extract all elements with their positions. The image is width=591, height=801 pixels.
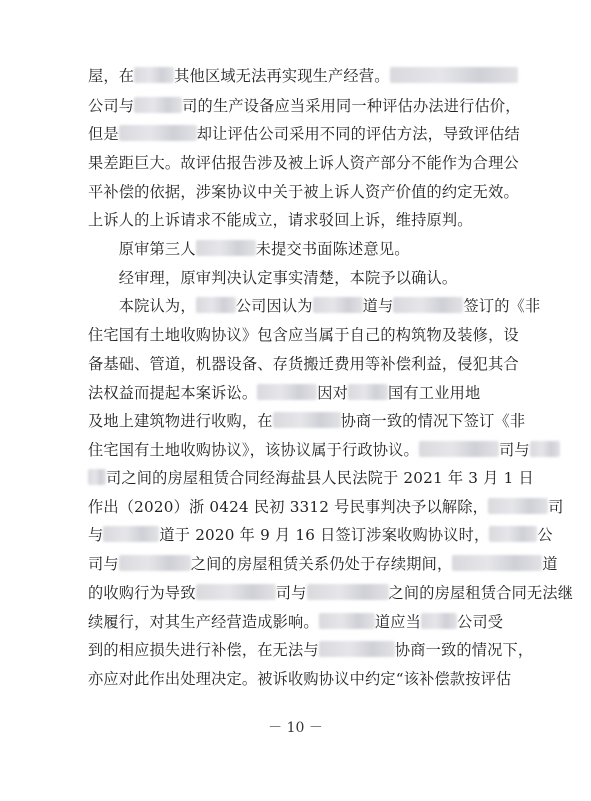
text-segment: 未提交书面陈述意见。 bbox=[255, 240, 410, 258]
text-segment: 公司受 bbox=[456, 613, 504, 631]
redacted-text bbox=[452, 555, 542, 571]
text-line bbox=[88, 554, 558, 574]
text-line bbox=[88, 210, 558, 230]
redacted-text bbox=[307, 584, 389, 600]
text-segment: 住宅国有土地收购协议》包含应当属于自己的构筑物及装修，设 bbox=[88, 326, 519, 344]
text-line bbox=[88, 612, 558, 632]
text-line bbox=[88, 96, 558, 116]
text-segment: 原审第三人 bbox=[88, 240, 196, 258]
text-line bbox=[88, 182, 558, 202]
text-segment: 上诉人的上诉请求不能成立，请求驳回上诉，维持原判。 bbox=[88, 211, 473, 229]
redacted-text bbox=[88, 469, 106, 485]
text-segment: 之间的房屋租赁关系仍处于存续期间， bbox=[190, 555, 453, 573]
text-segment: 其他区域无法再实现生产经营。 bbox=[174, 67, 390, 85]
text-segment: 屋，在 bbox=[88, 67, 135, 85]
text-segment: 道与 bbox=[362, 297, 394, 315]
text-segment: 经审理，原审判决认定事实清楚，本院予以确认。 bbox=[88, 269, 458, 287]
redacted-text bbox=[273, 412, 341, 428]
redacted-text bbox=[390, 67, 518, 83]
redacted-text bbox=[421, 613, 457, 629]
text-segment: 续履行，对其生产经营造成影响。 bbox=[88, 613, 319, 631]
text-segment: 道 bbox=[542, 555, 558, 573]
redacted-text bbox=[257, 384, 317, 400]
redacted-text bbox=[119, 555, 191, 571]
text-line bbox=[88, 468, 558, 488]
text-segment: 备基础、管道，机器设备、存货搬迁费用等补偿利益，侵犯其合 bbox=[88, 355, 519, 373]
page-number: － 10 － bbox=[268, 720, 323, 736]
text-segment: 协商一致的情况下， bbox=[394, 641, 534, 659]
text-segment: 公司因认为 bbox=[235, 297, 313, 315]
text-segment: 司与 bbox=[498, 441, 530, 459]
text-line bbox=[88, 669, 558, 689]
text-line bbox=[88, 354, 558, 374]
redacted-text bbox=[134, 67, 174, 83]
text-line bbox=[88, 640, 558, 660]
text-segment: 却让评估公司采用不同的评估方法，导致评估结 bbox=[196, 125, 520, 143]
text-segment: 签订的《非 bbox=[463, 297, 541, 315]
text-line bbox=[88, 325, 558, 345]
text-segment: 法权益而提起本案诉讼。 bbox=[88, 384, 258, 402]
text-segment: 道应当 bbox=[374, 613, 421, 631]
redacted-text bbox=[134, 97, 182, 113]
redacted-text bbox=[119, 125, 197, 141]
text-line bbox=[88, 124, 558, 144]
text-segment: 国有工业用地 bbox=[388, 384, 481, 402]
text-line bbox=[88, 239, 558, 259]
text-segment: 的收购行为导致 bbox=[88, 584, 196, 602]
text-segment: 作出（2020）浙 0424 民初 3312 号民事判决予以解除， bbox=[88, 498, 489, 516]
text-segment: 司 bbox=[548, 498, 564, 516]
text-segment: 到的相应损失进行补偿，在无法与 bbox=[88, 641, 319, 659]
redacted-text bbox=[103, 526, 159, 542]
redacted-text bbox=[530, 441, 560, 457]
text-line bbox=[88, 153, 558, 173]
text-line bbox=[88, 440, 558, 460]
redacted-text bbox=[419, 441, 499, 457]
text-segment: 道于 2020 年 9 月 16 日签订涉案收购协议时， bbox=[159, 526, 490, 544]
text-segment: 协商一致的情况下签订《非 bbox=[340, 412, 526, 430]
text-segment: 公 bbox=[537, 526, 553, 544]
text-segment: 果差距巨大。故评估报告涉及被上诉人资产部分不能作为合理公 bbox=[88, 154, 519, 172]
text-line bbox=[88, 268, 558, 288]
redacted-text bbox=[313, 297, 363, 313]
redacted-text bbox=[196, 584, 276, 600]
redacted-text bbox=[488, 498, 548, 514]
text-segment: 本院认为， bbox=[88, 297, 196, 315]
text-segment: 及地上建筑物进行收购，在 bbox=[88, 412, 273, 430]
text-segment: 司与 bbox=[88, 555, 119, 573]
text-line bbox=[88, 497, 564, 517]
text-segment: 平补偿的依据，涉案协议中关于被上诉人资产价值的约定无效。 bbox=[88, 183, 519, 201]
text-segment: 司的生产设备应当采用同一种评估办法进行估价， bbox=[182, 97, 521, 115]
text-line bbox=[88, 296, 558, 316]
text-segment: 亦应对此作出处理决定。被诉收购协议中约定“该补偿款按评估 bbox=[88, 670, 512, 688]
redacted-text bbox=[196, 240, 256, 256]
redacted-text bbox=[393, 297, 463, 313]
text-segment: 之间的房屋租赁合同无法继 bbox=[388, 584, 574, 602]
text-segment: 司之间的房屋租赁合同经海盐县人民法院于 2021 年 3 月 1 日 bbox=[106, 469, 534, 487]
text-line bbox=[88, 583, 574, 603]
redacted-text bbox=[319, 641, 395, 657]
text-segment: 因对 bbox=[317, 384, 349, 402]
redacted-text bbox=[319, 613, 375, 629]
text-line bbox=[88, 66, 558, 86]
text-segment: 住宅国有土地收购协议》，该协议属于行政协议。 bbox=[88, 441, 419, 459]
text-segment: 公司与 bbox=[88, 97, 135, 115]
text-line bbox=[88, 383, 558, 403]
redacted-text bbox=[489, 526, 537, 542]
redacted-text bbox=[196, 297, 236, 313]
text-line bbox=[88, 411, 558, 431]
redacted-text bbox=[348, 384, 388, 400]
text-segment: 司与 bbox=[275, 584, 307, 602]
text-line bbox=[88, 525, 558, 545]
text-segment: 与 bbox=[88, 526, 104, 544]
text-segment: 但是 bbox=[88, 125, 119, 143]
